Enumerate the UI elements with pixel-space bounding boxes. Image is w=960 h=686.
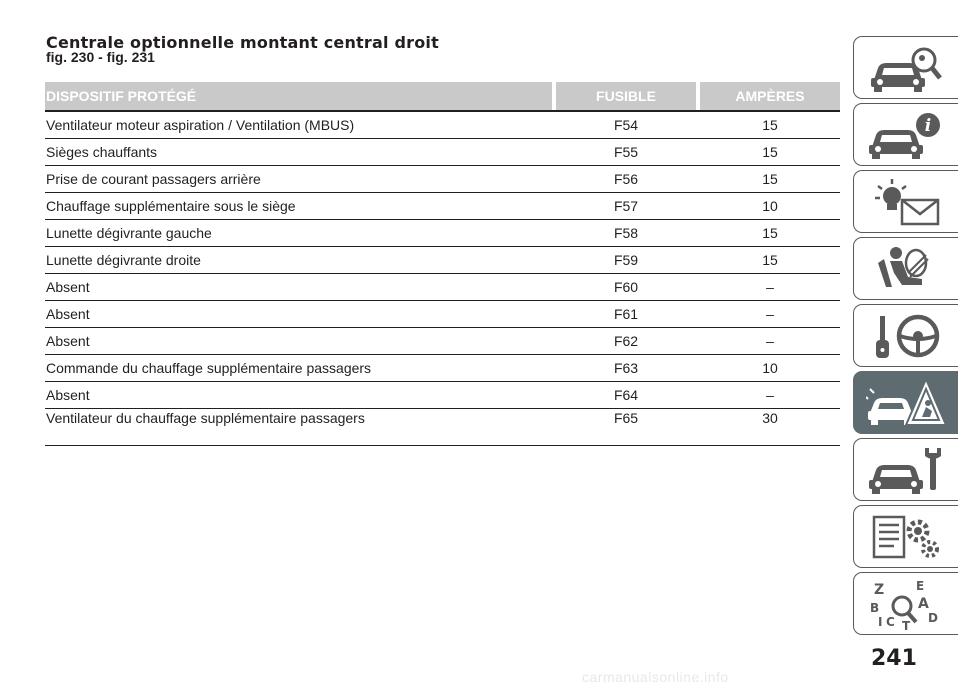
cell-protected-device: Ventilateur moteur aspiration / Ventilation (MBUS) (46, 117, 355, 133)
cell-amperes: 15 (762, 252, 778, 268)
cell-amperes: 15 (762, 225, 778, 241)
table-row (45, 139, 840, 166)
cell-protected-device: Absent (46, 306, 90, 322)
cell-protected-device: Chauffage supplémentaire sous le siège (46, 198, 296, 214)
cell-fuse: F56 (613, 171, 639, 187)
tab-car-search[interactable] (853, 36, 958, 99)
tab-car-crash-warning[interactable] (853, 371, 958, 434)
tab-index-search[interactable] (853, 572, 958, 635)
tab-seat-airbag[interactable] (853, 237, 958, 300)
tab-warning-lights[interactable] (853, 170, 958, 233)
tab-specs-gears[interactable] (853, 505, 958, 568)
svg-text:D: D (928, 610, 938, 625)
table-row (45, 274, 840, 301)
table-row (45, 193, 840, 220)
watermark-footer: carmanualsonline.info (582, 669, 729, 685)
cell-fuse: F64 (613, 387, 639, 403)
cell-protected-device: Prise de courant passagers arrière (46, 171, 261, 187)
table-header (45, 82, 840, 112)
table-row (45, 301, 840, 328)
cell-fuse: F60 (613, 279, 639, 295)
section-title: Centrale optionnelle montant central droit (46, 33, 439, 52)
cell-fuse: F62 (613, 333, 639, 349)
svg-text:I: I (878, 614, 883, 629)
cell-amperes: – (766, 279, 774, 295)
tab-car-wrench[interactable] (853, 438, 958, 501)
header-fuse: FUSIBLE (556, 82, 696, 110)
cell-fuse: F65 (613, 410, 639, 426)
car-info-icon (866, 109, 946, 161)
table-body (45, 112, 840, 446)
figure-reference: fig. 230 - fig. 231 (46, 49, 155, 65)
svg-text:C: C (886, 614, 895, 629)
header-amperes: AMPÈRES (700, 82, 840, 110)
cell-protected-device: Absent (46, 279, 90, 295)
cell-fuse: F58 (613, 225, 639, 241)
table-row (45, 409, 840, 446)
cell-amperes: 15 (762, 144, 778, 160)
table-row (45, 247, 840, 274)
table-row (45, 382, 840, 409)
cell-amperes: 10 (762, 360, 778, 376)
tab-key-steering[interactable] (853, 304, 958, 367)
index-search-icon (866, 578, 946, 630)
cell-fuse: F54 (613, 117, 639, 133)
svg-text:A: A (918, 595, 929, 612)
svg-text:T: T (902, 618, 911, 630)
svg-text:i: i (924, 115, 932, 136)
cell-protected-device: Absent (46, 333, 90, 349)
cell-amperes: 30 (762, 410, 778, 426)
warning-lights-message-icon (866, 176, 946, 228)
cell-fuse: F57 (613, 198, 639, 214)
car-search-icon (866, 42, 946, 94)
cell-amperes: 15 (762, 171, 778, 187)
cell-fuse: F63 (613, 360, 639, 376)
cell-amperes: – (766, 306, 774, 322)
seat-airbag-icon (866, 243, 946, 295)
cell-fuse: F59 (613, 252, 639, 268)
cell-protected-device: Sièges chauffants (46, 144, 158, 160)
table-row (45, 112, 840, 139)
cell-amperes: 10 (762, 198, 778, 214)
car-crash-warning-icon (866, 377, 946, 429)
table-row (45, 166, 840, 193)
key-steering-wheel-icon (866, 310, 946, 362)
cell-fuse: F61 (613, 306, 639, 322)
table-row (45, 220, 840, 247)
cell-protected-device: Commande du chauffage supplémentaire passagers (46, 360, 372, 376)
page-number: 241 (871, 646, 917, 671)
cell-protected-device: Absent (46, 387, 90, 403)
car-wrench-icon (866, 444, 946, 496)
cell-amperes: 15 (762, 117, 778, 133)
specs-gears-icon (866, 511, 946, 563)
svg-text:Z: Z (874, 581, 885, 598)
tab-car-info[interactable] (853, 103, 958, 166)
svg-text:B: B (870, 600, 880, 615)
table-row (45, 328, 840, 355)
fuse-table (45, 82, 840, 446)
cell-protected-device: Lunette dégivrante droite (46, 252, 201, 268)
cell-protected-device: Ventilateur du chauffage supplémentaire passagers (46, 410, 365, 426)
cell-amperes: – (766, 387, 774, 403)
svg-text:E: E (916, 578, 925, 593)
header-protected-device: DISPOSITIF PROTÉGÉ (45, 82, 552, 110)
cell-protected-device: Lunette dégivrante gauche (46, 225, 212, 241)
cell-fuse: F55 (613, 144, 639, 160)
cell-amperes: – (766, 333, 774, 349)
table-row (45, 355, 840, 382)
